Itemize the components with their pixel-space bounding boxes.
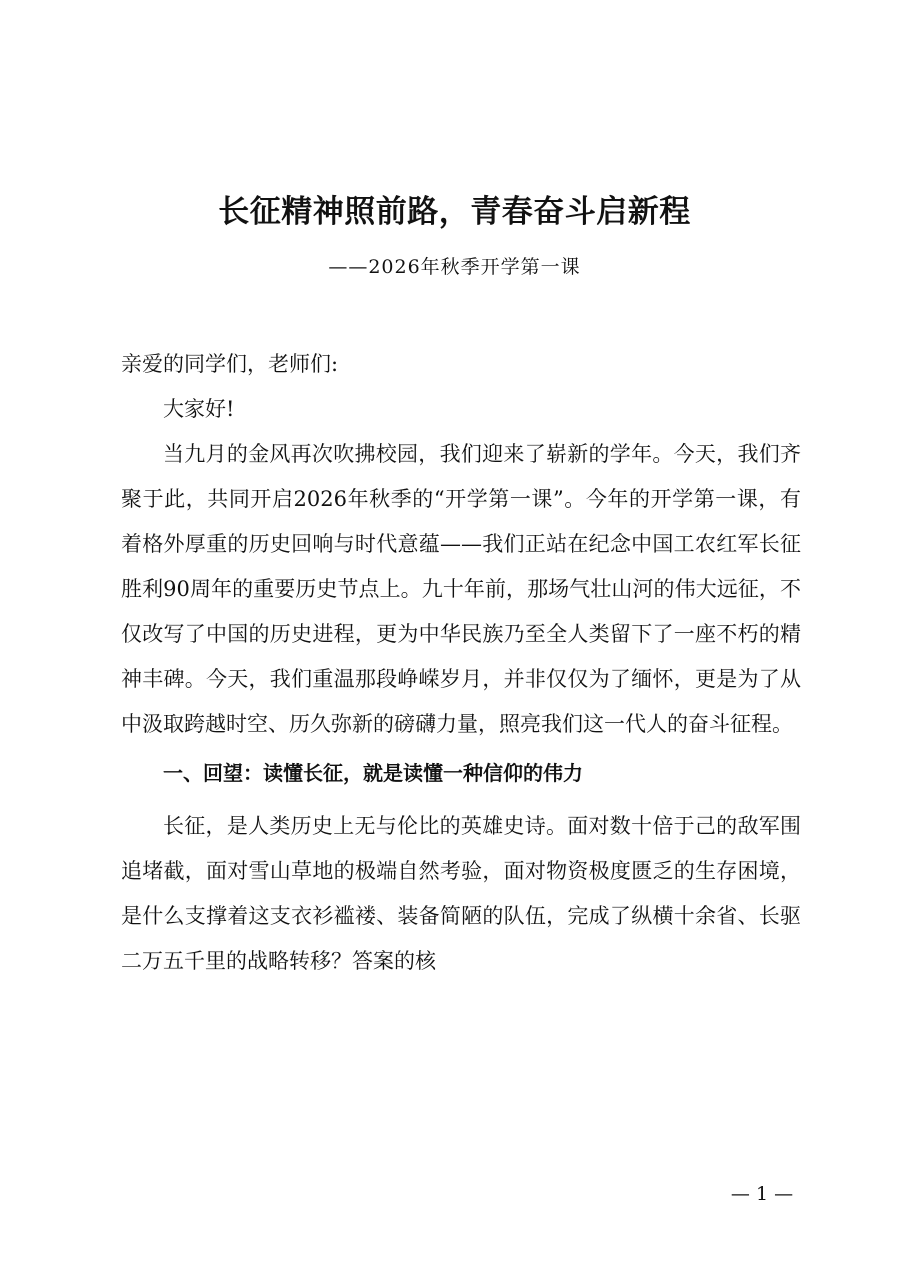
body-paragraph: 当九月的金风再次吹拂校园，我们迎来了崭新的学年。今天，我们齐聚于此，共同开启2026年秋季的“开学第一课”。今年的开学第一课，有着格外厚重的历史回响与时代意蕴——我们正站在纪念中国工农红军长征胜利90周年的重要历史节点上。九十年前，那场气壮山河的伟大远征，不仅改写了中国的历史进程，更为中华民族乃至全人类留下了一座不朽的精神丰碑。今天，我们重温那段峥嵘岁月，并非仅仅为了缅怀，更是为了从中汲取跨越时空、历久弥新的磅礴力量，照亮我们这一代人的奋斗征程。 [121,442,801,736]
body-paragraph: 长征，是人类历史上无与伦比的英雄史诗。面对数十倍于己的敌军围追堵截，面对雪山草地的极端自然考验，面对物资极度匮乏的生存困境，是什么支撑着这支衣衫褴褛、装备简陋的队伍，完成了纵横十余省、长驱二万五千里的战略转移？答案的核 [121,814,801,973]
page-number: — 1 — [730,1183,794,1205]
document-body [121,342,801,984]
greeting-line: 大家好! [163,397,235,421]
document-title: 长征精神照前路，青春奋斗启新程 [218,194,691,230]
salutation: 亲爱的同学们，老师们: [121,352,339,376]
section-heading: 一、回望：读懂长征，就是读懂一种信仰的伟力 [163,761,583,785]
document-subtitle: ——2026年秋季开学第一课 [328,256,581,278]
